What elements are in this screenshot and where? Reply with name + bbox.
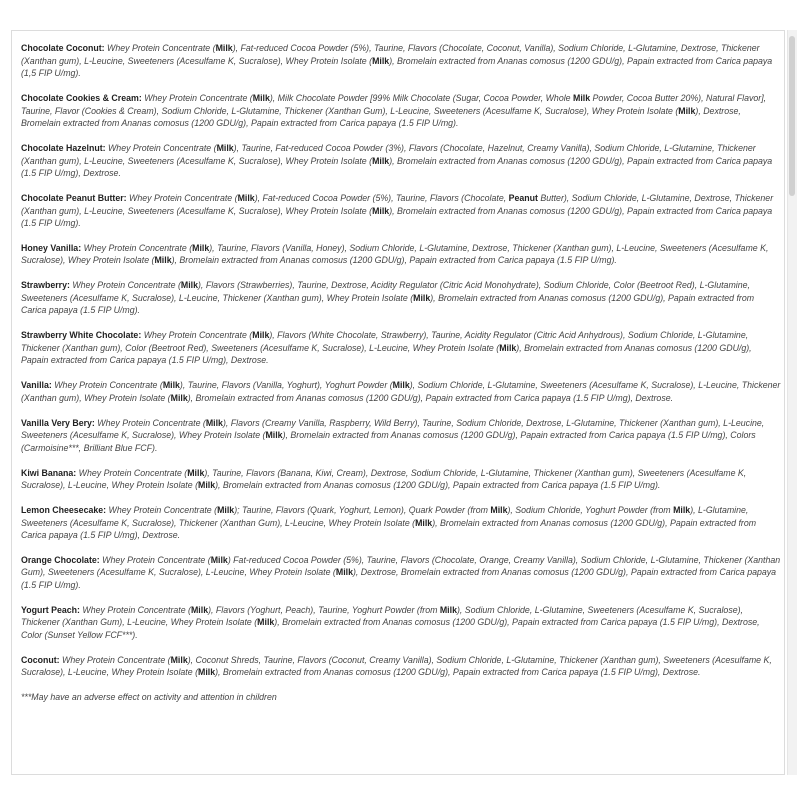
ingredient-segment: ), Coconut Shreds, Taurine, Flavors (Coconut, Creamy Vanilla), Sodium Chloride, L-Glutamine, Thickener (Xanthan gum), Sweeteners (Acesulfame K, Sucralose), L-Leucine, Whey Protein Isolate ( bbox=[21, 654, 772, 678]
ingredient-text bbox=[21, 143, 772, 178]
allergen-highlight: Milk bbox=[372, 55, 390, 66]
allergen-highlight: Milk bbox=[192, 242, 210, 253]
ingredient-text bbox=[21, 505, 756, 540]
flavor-entry bbox=[21, 417, 781, 455]
allergen-highlight: Milk bbox=[439, 604, 457, 615]
ingredient-segment: Whey Protein Concentrate ( bbox=[106, 504, 218, 515]
ingredient-text bbox=[21, 193, 773, 228]
ingredient-segment: ), Sodium Chloride, L-Glutamine, Sweeteners (Acesulfame K, Sucralose), L-Leucine, Thickener (Xanthan gum), Whey Protein Isolate ( bbox=[21, 380, 781, 403]
ingredient-segment: ), Bromelain extracted from Ananas comosus (1200 GDU/g), Papain extracted from Carica papaya (1.5 FIP U/mg), Colors (Carmoisine***, Brilliant Blue FCF). bbox=[21, 430, 756, 453]
ingredient-segment: Whey Protein Concentrate ( bbox=[76, 467, 188, 478]
ingredient-segment: ), Bromelain extracted from Ananas comosus (1200 GDU/g), Papain extracted from Carica papaya (1.5 FIP U/mg). bbox=[21, 292, 755, 316]
ingredient-segment: ), Flavors (Creamy Vanilla, Raspberry, Wild Berry), Taurine, Sodium Chloride, Dextrose, L-Glutamine, Thickener (Xanthan gum), L-Leucine, Sweeteners (Acesulfame K, Sucralose), Whey Protein Isolate ( bbox=[21, 417, 765, 441]
ingredient-text bbox=[21, 280, 754, 315]
ingredient-segment: Whey Protein Concentrate ( bbox=[141, 330, 253, 341]
allergen-highlight: Milk bbox=[257, 617, 275, 628]
flavor-entry bbox=[21, 504, 781, 542]
ingredient-segment: Whey Protein Concentrate ( bbox=[126, 192, 238, 203]
ingredient-segment: ), Bromelain extracted from Ananas comosus (1200 GDU/g), Papain extracted from Carica papaya (1.5 FIP U/mg). bbox=[171, 255, 617, 266]
ingredient-segment: Whey Protein Concentrate ( bbox=[69, 280, 181, 291]
ingredients-list bbox=[21, 42, 781, 704]
ingredient-segment: Whey Protein Concentrate ( bbox=[51, 380, 163, 391]
ingredient-segment: ), Bromelain extracted from Ananas comosus (1200 GDU/g), Papain extracted from Carica papaya (1.5 FIP U/mg), Dextrose. bbox=[21, 155, 773, 179]
allergen-highlight: Milk bbox=[237, 192, 255, 203]
ingredient-text bbox=[21, 605, 760, 640]
flavor-name: Vanilla: bbox=[21, 380, 52, 391]
ingredient-text bbox=[21, 380, 780, 403]
allergen-highlight: Milk bbox=[673, 504, 691, 515]
allergen-highlight: Milk bbox=[573, 92, 591, 103]
ingredient-segment: ), Fat-reduced Cocoa Powder (5%), Taurine, Flavors (Chocolate, Coconut, Vanilla), Sodium Chloride, L-Glutamine, Dextrose, Thickener (Xanthan gum), L-Leucine, Sweeteners (Acesulfame K, Sucralose), Whey Protein Isolate ( bbox=[21, 43, 760, 66]
allergen-highlight: Milk bbox=[216, 142, 234, 153]
allergen-highlight: Milk bbox=[678, 105, 696, 116]
allergen-highlight: Milk bbox=[372, 205, 390, 216]
ingredient-segment: Whey Protein Concentrate ( bbox=[104, 43, 216, 53]
ingredient-segment: ), Sodium Chloride, L-Glutamine, Sweeteners (Acesulfame K, Sucralose), Thickener (Xanthan Gum), L-Leucine, Whey Protein Isolate ( bbox=[21, 604, 743, 628]
scrollbar[interactable] bbox=[787, 30, 797, 775]
flavor-name: Yogurt Peach: bbox=[21, 604, 80, 615]
flavor-name: Kiwi Banana: bbox=[21, 467, 77, 478]
flavor-entry bbox=[21, 329, 781, 367]
ingredient-text bbox=[21, 418, 764, 453]
ingredient-segment: ), Bromelain extracted from Ananas comosus (1200 GDU/g), Papain extracted from Carica papaya (1.5 FIP U/mg), Dextrose. bbox=[21, 342, 752, 366]
flavor-name: Strawberry White Chocolate: bbox=[21, 330, 142, 341]
ingredient-segment: ), Dextrose, Bromelain extracted from Ananas comosus (1200 GDU/g), Papain extracted from Carica papaya (1.5 FIP U/mg). bbox=[21, 105, 741, 129]
flavor-name: Chocolate Coconut: bbox=[21, 43, 105, 53]
ingredient-segment: ), Taurine, Flavors (Vanilla, Yoghurt), Yoghurt Powder ( bbox=[179, 380, 393, 391]
ingredient-segment: Whey Protein Concentrate ( bbox=[105, 142, 217, 153]
flavor-entry bbox=[21, 192, 781, 230]
ingredient-segment: ), Milk Chocolate Powder [99% Milk Chocolate (Sugar, Cocoa Powder, Whole bbox=[269, 92, 573, 103]
ingredient-segment: Butter), Sodium Chloride, L-Glutamine, Dextrose, Thickener (Xanthan gum), L-Leucine, Sweeteners (Acesulfame K, Sucralose), Whey Protein Isolate ( bbox=[21, 192, 774, 216]
ingredient-segment: ), Taurine, Flavors (Banana, Kiwi, Cream), Dextrose, Sodium Chloride, L-Glutamine, Thickener (Xanthan gum), Sweeteners (Acesulfame K, Sucralose), L-Leucine, Whey Protein Isolate ( bbox=[21, 467, 747, 491]
allergen-highlight: Milk bbox=[198, 667, 216, 678]
allergen-highlight: Milk bbox=[252, 92, 270, 103]
allergen-highlight: Milk bbox=[210, 554, 228, 565]
flavor-name: Chocolate Peanut Butter: bbox=[21, 192, 127, 203]
ingredient-segment: ), Sodium Chloride, Yoghurt Powder (from bbox=[507, 504, 674, 515]
ingredient-segment: ), Bromelain extracted from Ananas comosus (1200 GDU/g), Papain extracted from Carica papaya (1.5 FIP U/mg). bbox=[215, 480, 661, 491]
flavor-name: Lemon Cheesecake: bbox=[21, 504, 107, 515]
ingredient-segment: Whey Protein Concentrate ( bbox=[94, 417, 206, 428]
allergen-highlight: Milk bbox=[265, 430, 283, 441]
allergen-highlight: Milk bbox=[180, 280, 198, 291]
allergen-highlight: Milk bbox=[190, 604, 209, 615]
flavor-name: Chocolate Hazelnut: bbox=[21, 142, 106, 153]
ingredient-segment: Whey Protein Concentrate ( bbox=[59, 654, 171, 665]
footnote: ***May have an adverse effect on activity and attention in children bbox=[21, 692, 277, 703]
ingredient-text bbox=[21, 43, 772, 78]
allergen-highlight: Milk bbox=[198, 480, 216, 491]
allergen-highlight: Milk bbox=[372, 155, 390, 166]
ingredient-segment: Whey Protein Concentrate ( bbox=[141, 92, 253, 103]
ingredient-segment: ), Bromelain extracted from Ananas comosus (1200 GDU/g), Papain extracted from Carica papaya (1.5 FIP U/mg), Dextrose. bbox=[21, 517, 757, 541]
flavor-name: Vanilla Very Bery: bbox=[21, 417, 95, 428]
ingredient-segment: ), Flavors (Yoghurt, Peach), Taurine, Yoghurt Powder (from bbox=[208, 604, 440, 615]
ingredient-segment: Whey Protein Concentrate ( bbox=[99, 554, 211, 565]
scrollbar-thumb[interactable] bbox=[789, 36, 795, 196]
ingredient-segment: ), Taurine, Fat-reduced Cocoa Powder (3%), Flavors (Chocolate, Hazelnut, Creamy Vanilla), Sodium Chloride, L-Glutamine, Thickener (Xanthan gum), L-Leucine, Sweeteners (Acesulfame K, Sucralose), Whey Protein Isolate ( bbox=[21, 142, 756, 166]
flavor-name: Chocolate Cookies & Cream: bbox=[21, 92, 142, 103]
ingredient-segment: ), Bromelain extracted from Ananas comosus (1200 GDU/g), Papain extracted from Carica papaya (1.5 FIP U/mg), Dextrose. bbox=[215, 667, 701, 678]
flavor-name: Orange Chocolate: bbox=[21, 554, 100, 565]
flavor-entry bbox=[21, 242, 781, 267]
allergen-highlight: Milk bbox=[490, 504, 508, 515]
flavor-entry bbox=[21, 604, 781, 642]
ingredient-segment: ), Flavors (Strawberries), Taurine, Dextrose, Acidity Regulator (Citric Acid Monohydrate), Sodium Chloride, Color (Beetroot Red), L-Glutamine, Sweeteners (Acesulfame K, Sucralose), L-Leucine, Thickener (Xanthan gum), Whey Protein Isolate ( bbox=[21, 280, 750, 303]
allergen-highlight: Milk bbox=[215, 43, 233, 53]
ingredient-segment: ), Bromelain extracted from Ananas comosus (1200 GDU/g), Papain extracted from Carica papaya (1.5 FIP U/mg), Dextrose, Color (Sunset Yellow FCF***). bbox=[21, 617, 760, 641]
allergen-highlight: Milk bbox=[499, 342, 517, 353]
flavor-entry bbox=[21, 654, 781, 679]
flavor-entry bbox=[21, 279, 781, 317]
flavor-name: Honey Vanilla: bbox=[21, 242, 82, 253]
ingredient-segment: ), Fat-reduced Cocoa Powder (5%), Taurine, Flavors (Chocolate, bbox=[254, 192, 509, 203]
flavor-entry bbox=[21, 42, 781, 80]
allergen-highlight: Milk bbox=[413, 292, 431, 303]
allergen-highlight: Peanut bbox=[508, 192, 538, 203]
ingredient-segment: ) Fat-reduced Cocoa Powder (5%), Taurine, Flavors (Chocolate, Orange, Creamy Vanilla), Sodium Chloride, L-Glutamine, Thickener (Xanthan Gum), Sweeteners (Acesulfame K, Sucralose), L-Leucine, Whey Protein Isolate ( bbox=[21, 554, 781, 578]
flavor-entry bbox=[21, 92, 781, 130]
ingredient-segment: ), Bromelain extracted from Ananas comosus (1200 GDU/g), Papain extracted from Carica papaya (1,5 FIP U/mg). bbox=[21, 55, 773, 79]
allergen-highlight: Milk bbox=[335, 567, 353, 578]
flavor-entry bbox=[21, 379, 781, 404]
allergen-highlight: Milk bbox=[205, 417, 223, 428]
ingredient-segment: ), Taurine, Flavors (Vanilla, Honey), Sodium Chloride, L-Glutamine, Dextrose, Thickener (Xanthan gum), L-Leucine, Sweeteners (Acesulfame K, Sucralose), Whey Protein Isolate ( bbox=[21, 242, 769, 266]
ingredient-segment: ), Dextrose, Bromelain extracted from Ananas comosus (1200 GDU/g), Papain extracted from Carica papaya (1.5 FIP U/mg). bbox=[21, 567, 777, 591]
ingredient-text bbox=[21, 655, 772, 678]
ingredient-segment: ), Bromelain extracted from Ananas comosus (1200 GDU/g), Papain extracted from Carica papaya (1.5 FIP U/mg), Dextrose. bbox=[187, 392, 674, 403]
allergen-highlight: Milk bbox=[392, 380, 410, 391]
ingredient-segment: ), L-Glutamine, Sweeteners (Acesulfame K, Sucralose), Thickener (Xanthan Gum), L-Leucine, Whey Protein Isolate ( bbox=[21, 504, 749, 528]
ingredient-segment: Powder, Cocoa Butter 20%), Natural Flavor], Taurine, Flavor (Cookies & Cream), Sodium Chloride, L-Glutamine, Thickener (Xanthan Gum), L-Leucine, Sweeteners (Acesulfame K, Sucralose), Whey Protein Isolate ( bbox=[21, 92, 767, 116]
flavor-name: Strawberry: bbox=[21, 280, 70, 291]
flavor-entries bbox=[21, 42, 781, 679]
flavor-entry bbox=[21, 554, 781, 592]
allergen-highlight: Milk bbox=[252, 330, 270, 341]
ingredient-segment: Whey Protein Concentrate ( bbox=[81, 242, 193, 253]
ingredient-segment: Whey Protein Concentrate ( bbox=[79, 604, 191, 615]
flavor-entry bbox=[21, 467, 781, 492]
allergen-highlight: Milk bbox=[217, 504, 235, 515]
allergen-highlight: Milk bbox=[170, 654, 188, 665]
ingredient-text bbox=[21, 468, 746, 491]
allergen-highlight: Milk bbox=[154, 255, 172, 266]
ingredient-segment: ), Bromelain extracted from Ananas comosus (1200 GDU/g), Papain extracted from Carica papaya (1.5 FIP U/mg). bbox=[21, 205, 773, 229]
ingredient-segment: ), Flavors (White Chocolate, Strawberry), Taurine, Acidity Regulator (Citric Acid Anhydrous), Sodium Chloride, L-Glutamine, Thickener (Xanthan gum), Color (Beetroot Red), Sweeteners (Acesulfame K, Sucralose), L-Leucine, Whey Protein Isolate ( bbox=[21, 330, 749, 353]
allergen-highlight: Milk bbox=[415, 517, 433, 528]
ingredient-segment: ); Taurine, Flavors (Quark, Yoghurt, Lemon), Quark Powder (from bbox=[234, 504, 491, 515]
allergen-highlight: Milk bbox=[170, 392, 188, 403]
ingredient-text bbox=[21, 243, 768, 266]
allergen-highlight: Milk bbox=[187, 467, 205, 478]
allergen-highlight: Milk bbox=[162, 380, 180, 391]
ingredient-text bbox=[21, 555, 780, 590]
flavor-name: Coconut: bbox=[21, 654, 60, 665]
flavor-entry bbox=[21, 142, 781, 180]
